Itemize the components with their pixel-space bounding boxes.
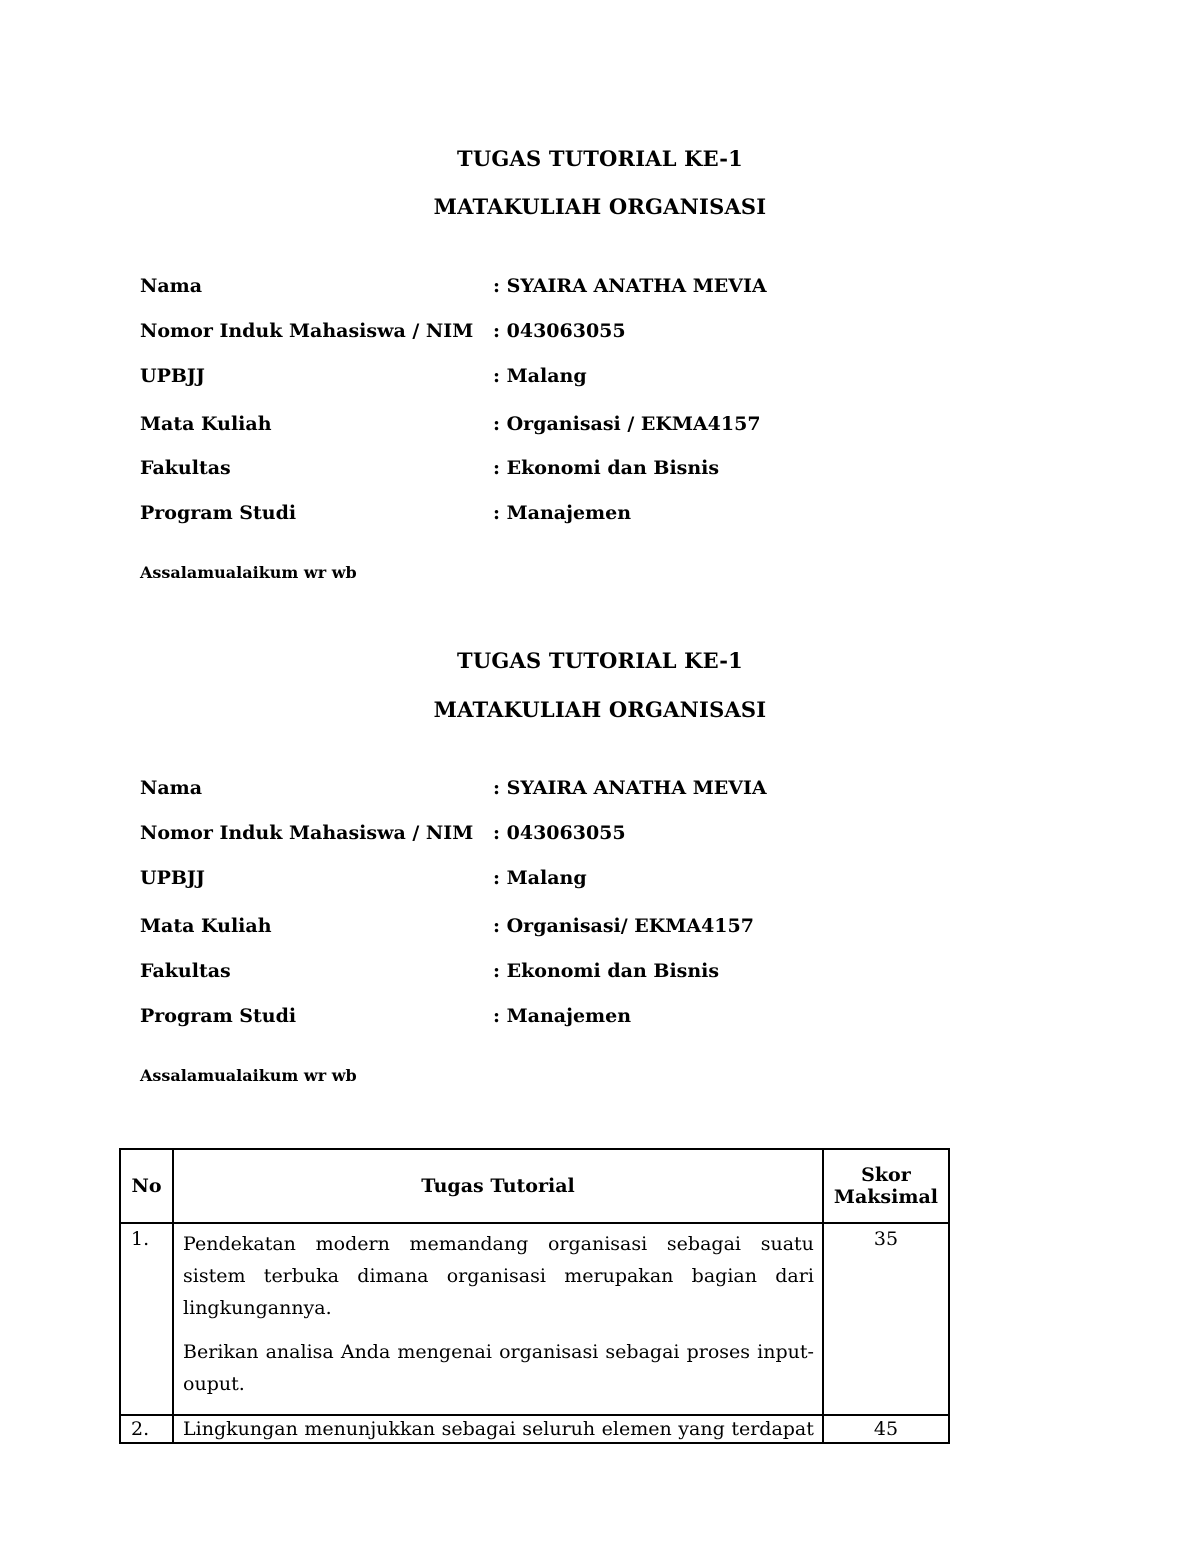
info-label: Nomor Induk Mahasiswa / NIM xyxy=(140,822,474,844)
header-skor-line2: Maksimal xyxy=(833,1186,938,1208)
info-row-upbjj xyxy=(140,365,1040,395)
info-value: : Malang xyxy=(493,867,587,889)
page-subtitle: MATAKULIAH ORGANISASI xyxy=(433,697,767,722)
row-score: 35 xyxy=(823,1223,949,1415)
table-row xyxy=(120,1415,949,1443)
info-label: Fakultas xyxy=(140,457,231,479)
info-row-nim xyxy=(140,822,1040,852)
row-task xyxy=(173,1415,823,1443)
info-row-upbjj xyxy=(140,867,1040,897)
info-label: Program Studi xyxy=(140,502,297,524)
info-value: : Organisasi / EKMA4157 xyxy=(493,413,761,435)
row-score: 45 xyxy=(823,1415,949,1443)
greeting: Assalamualaikum wr wb xyxy=(140,1066,357,1085)
info-label: Fakultas xyxy=(140,960,231,982)
info-label: Nama xyxy=(140,275,203,297)
page-subtitle: MATAKULIAH ORGANISASI xyxy=(433,194,767,219)
info-value: : 043063055 xyxy=(493,320,626,342)
info-label: Nomor Induk Mahasiswa / NIM xyxy=(140,320,474,342)
header-no: No xyxy=(120,1149,173,1223)
page-title: TUGAS TUTORIAL KE-1 xyxy=(457,648,743,673)
info-label: UPBJJ xyxy=(140,365,205,387)
header-tugas: Tugas Tutorial xyxy=(173,1149,823,1223)
header-skor-line1: Skor xyxy=(861,1164,911,1186)
info-value: : Ekonomi dan Bisnis xyxy=(493,960,720,982)
tugas-table xyxy=(119,1148,950,1444)
row-task xyxy=(173,1223,823,1415)
info-label: Mata Kuliah xyxy=(140,915,272,937)
table-header-row xyxy=(120,1149,949,1223)
info-value: : Ekonomi dan Bisnis xyxy=(493,457,720,479)
row-number: 1. xyxy=(120,1223,173,1415)
info-value: : Organisasi/ EKMA4157 xyxy=(493,915,754,937)
info-row-mata-kuliah xyxy=(140,413,1040,443)
header-skor xyxy=(823,1149,949,1223)
info-row-nim xyxy=(140,320,1040,350)
info-row-fakultas xyxy=(140,457,1040,487)
greeting: Assalamualaikum wr wb xyxy=(140,563,357,582)
task-paragraph: Berikan analisa Anda mengenai organisasi sebagai proses input-ouput. xyxy=(183,1341,814,1395)
info-row-mata-kuliah xyxy=(140,915,1040,945)
info-value: : 043063055 xyxy=(493,822,626,844)
info-row-program-studi xyxy=(140,502,1040,532)
info-row-fakultas xyxy=(140,960,1040,990)
info-label: UPBJJ xyxy=(140,867,205,889)
info-value: : Manajemen xyxy=(493,502,632,524)
info-label: Nama xyxy=(140,777,203,799)
page-title: TUGAS TUTORIAL KE-1 xyxy=(457,146,743,171)
task-paragraph: Lingkungan menunjukkan sebagai seluruh elemen yang terdapat xyxy=(183,1418,814,1440)
info-label: Program Studi xyxy=(140,1005,297,1027)
row-number: 2. xyxy=(120,1415,173,1443)
info-label: Mata Kuliah xyxy=(140,413,272,435)
table-row xyxy=(120,1223,949,1415)
info-row-program-studi xyxy=(140,1005,1040,1035)
info-row-nama xyxy=(140,275,1040,305)
info-value: : Malang xyxy=(493,365,587,387)
info-value: : SYAIRA ANATHA MEVIA xyxy=(493,777,767,799)
info-value: : SYAIRA ANATHA MEVIA xyxy=(493,275,767,297)
info-row-nama xyxy=(140,777,1040,807)
info-value: : Manajemen xyxy=(493,1005,632,1027)
task-paragraph: Pendekatan modern memandang organisasi sebagai suatu sistem terbuka dimana organisasi merupakan bagian dari lingkungannya. xyxy=(183,1233,814,1319)
